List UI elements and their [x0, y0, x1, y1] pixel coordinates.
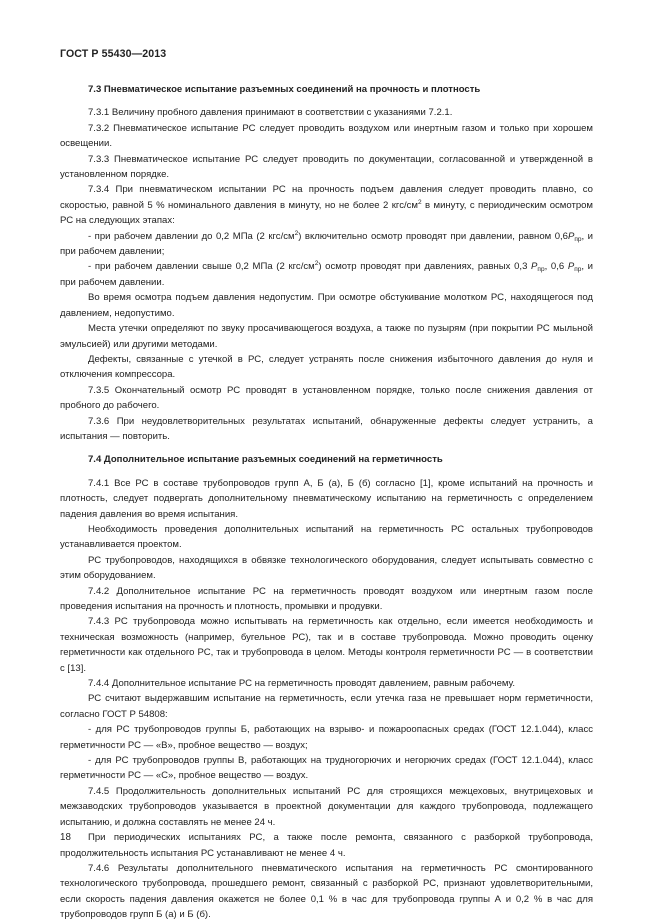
paragraph-inspection: Во время осмотра подъем давления недопустим. При осмотре обстукивание молотком РС, находящегося под давлением, недопустимо.	[60, 292, 593, 319]
section-7-3-heading: 7.3 Пневматическое испытание разъемных соединений на прочность и плотность	[88, 84, 481, 95]
bullet-pressure-high: - при рабочем давлении свыше 0,2 МПа (2 кгс/$см^2$) осмотр проводят при давлениях, равных 0,3 $P_{пр}$, 0,6 $P_{пр}$, и при рабочем давлении.	[60, 260, 593, 288]
paragraph-7-4-4: 7.4.4 Дополнительное испытание РС на герметичность проводят давлением, равным рабочему.	[88, 678, 516, 690]
page-number: 18	[60, 832, 71, 843]
paragraph-7-3-5: 7.3.5 Окончательный осмотр РС проводят в установленном порядке, только после снижения давления от пробного до рабочего.	[60, 384, 593, 412]
document-header: ГОСТ Р 55430—2013	[60, 48, 167, 60]
section-7-4-heading: 7.4 Дополнительное испытание разъемных соединений на герметичность	[88, 454, 443, 466]
paragraph-necessity: Необходимость проведения дополнительных испытаний на герметичность РС остальных трубопроводов устанавливается проектом.	[60, 523, 593, 551]
paragraph-7-4-6: 7.4.6 Результаты дополнительного пневматического испытания на герметичность РС смонтированного технологического трубопровода, прошедшего ремонт, связанный с разборкой РС, признают удовлетворительными, если скорость падения давления окажется не более 0,1 % в час для трубопровода группы А и 0,2 % в час для трубопроводов групп Б (а) и Б (б).	[60, 862, 593, 921]
paragraph-periodic: При периодических испытаниях РС, а также после ремонта, связанного с разборкой трубопровода, продолжительность испытания РС устанавливают не менее 4 ч.	[60, 832, 593, 859]
paragraph-norms: РС считают выдержавшим испытание на герметичность, если утечка газа не превышает норм герметичности, согласно ГОСТ Р 54808:	[60, 693, 593, 720]
bullet-group-v: - для РС трубопроводов группы В, работающих на трудногорючих и негорючих средах (ГОСТ 12.1.044), класс герметичности РС — «С», пробное вещество — воздух.	[60, 755, 593, 782]
paragraph-7-4-5: 7.4.5 Продолжительность дополнительных испытаний РС для строящихся межцеховых, внутрицеховых и межзаводских трубопроводов указывается в проектной документации для каждого трубопровода, подлежащего испытанию, и должна составлять не менее 24 ч.	[60, 785, 593, 828]
bullet-pressure-low: - при рабочем давлении до 0,2 МПа (2 кгс/$см^2$) включительно осмотр проводят при давлении, равном $0,6P_{пр}$, и при рабочем давлении;	[60, 229, 593, 258]
paragraph-leak-detection: Места утечки определяют по звуку просачивающегося воздуха, а также по пузырям (при покрытии РС мыльной эмульсией) или другими методами.	[60, 323, 593, 350]
document-body	[60, 82, 593, 923]
paragraph-7-4-3: 7.4.3 РС трубопровода можно испытывать на герметичность как отдельно, если имеется необходимость и техническая возможность (например, бугельное РС), так и в составе трубопровода. Можно проводить оценку герметичности как отдельного РС, так и трубопровода в целом. Методы контроля герметичности РС — в соответствии с [13].	[60, 616, 593, 674]
paragraph-defects: Дефекты, связанные с утечкой в РС, следует устранять после снижения избыточного давления до нуля и отключения компрессора.	[60, 353, 593, 381]
paragraph-7-3-6: 7.3.6 При неудовлетворительных результатах испытаний, обнаруженные дефекты следует устранить, а испытания — повторить.	[60, 415, 593, 442]
paragraph-7-4-1: 7.4.1 Все РС в составе трубопроводов групп А, Б (а), Б (б) согласно [1], кроме испытаний на прочность и плотность, следует подвергать дополнительному пневматическому испытанию на герметичность с определением падения давления во время испытания.	[60, 477, 593, 520]
paragraph-7-3-3: 7.3.3 Пневматическое испытание РС следует проводить по документации, согласованной и утвержденной в установленном порядке.	[60, 153, 593, 181]
paragraph-7-4-2: 7.4.2 Дополнительное испытание РС на герметичность проводят воздухом или инертным газом после проведения испытания на прочность и плотность, промывки и продувки.	[60, 585, 593, 612]
paragraph-7-3-4: 7.3.4 При пневматическом испытании РС на прочность подъем давления следует проводить плавно, со скоростью, равной 5 % номинального давления в минуту, но не более 2 кгс/$см^2$ в минуту, с периодическим осмотром РС на следующих этапах:	[60, 184, 593, 227]
paragraph-equipment: РС трубопроводов, находящихся в обвязке технологического оборудования, следует испытывать совместно с этим оборудованием.	[60, 554, 593, 582]
bullet-group-b: - для РС трубопроводов группы Б, работающих на взрыво- и пожароопасных средах (ГОСТ 12.1.044), класс герметичности РС — «В», пробное вещество — воздух;	[60, 724, 593, 751]
paragraph-7-3-1: 7.3.1 Величину пробного давления принимают в соответствии с указаниями 7.2.1.	[88, 107, 453, 119]
paragraph-7-3-2: 7.3.2 Пневматическое испытание РС следует проводить воздухом или инертным газом и только при хорошем освещении.	[60, 122, 593, 150]
